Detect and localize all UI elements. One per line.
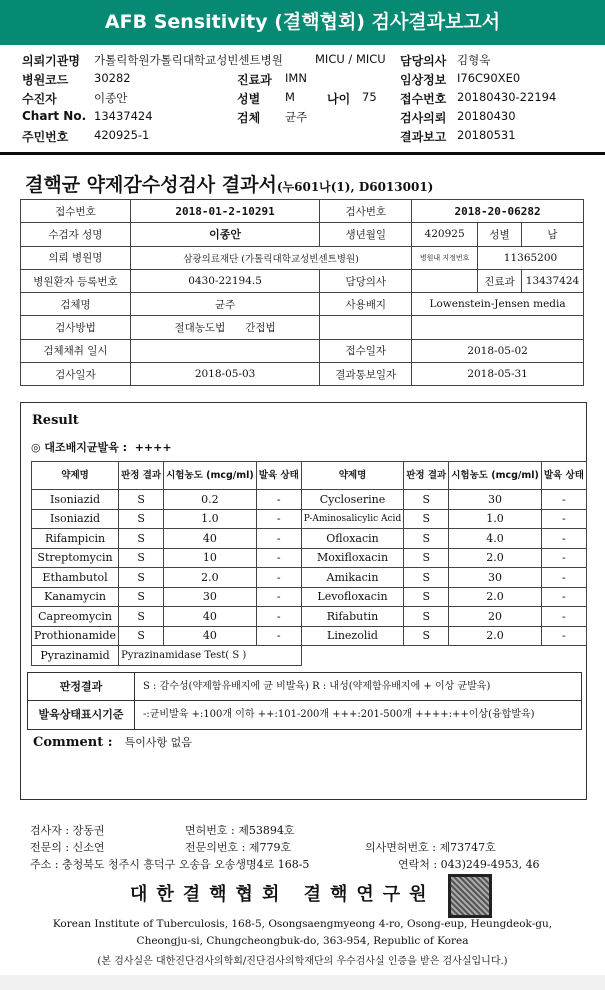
test-conc: 40 (164, 607, 257, 627)
test-conc: 10 (164, 548, 257, 568)
patient-info-table (20, 199, 584, 386)
table-row (32, 607, 587, 627)
col-conc: 시험농도 (mcg/ml) (449, 462, 542, 490)
info-label: 성별 (478, 223, 522, 246)
col-conc: 시험농도 (mcg/ml) (164, 462, 257, 490)
header-label: 나이 (327, 92, 351, 106)
drug-name: P-Aminosalicylic Acid (301, 509, 403, 529)
document-code: (누601나(1), D6013001) (276, 180, 434, 194)
header-value: 가톨릭학원가톨릭대학교성빈센트병원 (94, 53, 283, 67)
info-value: 남 (521, 223, 583, 246)
header-value: 13437424 (94, 109, 153, 123)
header-value: IMN (285, 71, 307, 85)
info-label: 사용배지 (320, 293, 412, 316)
info-value (130, 316, 319, 339)
info-value: 13437424 (521, 269, 583, 292)
drug-name: Rifabutin (301, 607, 403, 627)
info-label: 검사번호 (320, 200, 412, 223)
legend-judge-text: S : 감수성(약제함유배지에 균 비발육) R : 내성(약제함유배지에 + 이상 균발육) (143, 681, 491, 692)
info-value: 2018-05-03 (130, 363, 319, 386)
test-conc: 30 (449, 568, 542, 588)
drug-name: Capreomycin (32, 607, 119, 627)
judge-result: S (404, 568, 449, 588)
info-label: 병원내 지정번호 (412, 246, 478, 269)
test-conc: 2.0 (449, 587, 542, 607)
header-label: 담당의사 (400, 54, 447, 68)
result-title: Result (32, 413, 79, 428)
header-label: 주민번호 (22, 130, 69, 144)
official-seal-icon (448, 874, 492, 918)
info-label: 검사방법 (21, 316, 131, 339)
test-conc: 1.0 (164, 509, 257, 529)
test-conc: 4.0 (449, 529, 542, 549)
growth-status: - (256, 490, 301, 510)
table-empty (301, 646, 586, 666)
drug-name: Kanamycin (32, 587, 119, 607)
info-value: 2018-05-02 (412, 339, 584, 362)
judge-result: S (404, 490, 449, 510)
info-label: 담당의사 (320, 269, 412, 292)
document-title (25, 170, 433, 197)
header-value: 20180430 (457, 109, 516, 123)
judge-result: S (119, 548, 164, 568)
legend-box (27, 672, 582, 730)
comment (33, 734, 192, 750)
drug-table (31, 461, 587, 666)
header-value: 30282 (94, 71, 131, 85)
header-value: 이종안 (94, 91, 128, 105)
table-row (32, 568, 587, 588)
header-value: 75 (362, 90, 377, 104)
test-conc: 2.0 (449, 626, 542, 646)
test-conc: 2.0 (449, 548, 542, 568)
growth-status: - (541, 548, 586, 568)
info-value: 삼광의료재단 (가톨릭대학교성빈센트병원) (130, 246, 411, 269)
col-judge: 판정 결과 (119, 462, 164, 490)
info-empty (320, 316, 412, 339)
comment-text: 특이사항 없음 (124, 736, 192, 749)
control-growth-value: ++++ (134, 441, 172, 454)
growth-status: - (541, 626, 586, 646)
footer-contact: 연락처 : 043)249-4953, 46 (398, 858, 540, 871)
comment-label: Comment : (33, 735, 113, 750)
organization-name: 대한결핵협회 결핵연구원 (130, 884, 436, 905)
method-2: 간접법 (245, 322, 276, 335)
test-conc: 0.2 (164, 490, 257, 510)
judge-result: S (404, 548, 449, 568)
info-value: 이종안 (130, 223, 319, 246)
header-value: M (285, 90, 295, 104)
info-label: 검체명 (21, 293, 131, 316)
col-drug: 약제명 (301, 462, 403, 490)
footer (30, 822, 590, 873)
drug-name: Cycloserine (301, 490, 403, 510)
info-label: 진료과 (478, 269, 522, 292)
info-value (130, 339, 319, 362)
info-label: 접수번호 (21, 200, 131, 223)
pyrazinamidase-test: Pyrazinamidase Test( S ) (119, 646, 302, 666)
header-label: 수진자 (22, 92, 57, 106)
judge-result: S (404, 626, 449, 646)
info-label: 검사일자 (21, 363, 131, 386)
judge-result: S (119, 626, 164, 646)
header-label: 성별 (237, 92, 261, 106)
growth-status: - (256, 587, 301, 607)
col-judge: 판정 결과 (404, 462, 449, 490)
growth-status: - (541, 587, 586, 607)
test-conc: 40 (164, 626, 257, 646)
judge-result: S (119, 529, 164, 549)
footer-examiner: 검사자 : 장동권 (30, 824, 105, 837)
judge-result: S (119, 607, 164, 627)
judge-result: S (119, 587, 164, 607)
header-label: Chart No. (22, 109, 87, 123)
report-header (22, 52, 597, 147)
legend-judge-label: 판정결과 (28, 673, 135, 700)
control-growth (31, 439, 172, 455)
info-label: 접수일자 (320, 339, 412, 362)
drug-name: Isoniazid (32, 490, 119, 510)
col-growth: 발육 상태 (541, 462, 586, 490)
drug-name: Rifampicin (32, 529, 119, 549)
test-conc: 30 (449, 490, 542, 510)
header-label: 병원코드 (22, 73, 69, 87)
info-value: 2018-05-31 (412, 363, 584, 386)
certification-note: (본 검사실은 대한진단검사의학회/진단검사의학재단의 우수검사실 인증을 받은 검사실입니다.) (97, 956, 508, 967)
document-title-text: 결핵균 약제감수성검사 결과서 (25, 174, 277, 196)
drug-name: Linezolid (301, 626, 403, 646)
table-row (32, 626, 587, 646)
footer-license: 면허번호 : 제53894호 (185, 824, 295, 837)
test-conc: 20 (449, 607, 542, 627)
footer-doctor-license: 의사면허번호 : 제73747호 (365, 841, 496, 854)
growth-status: - (256, 548, 301, 568)
col-growth: 발육 상태 (256, 462, 301, 490)
footer-specialist: 전문의 : 신소연 (30, 841, 105, 854)
test-conc: 30 (164, 587, 257, 607)
header-value: 420925-1 (94, 128, 150, 142)
header-label: 진료과 (237, 73, 272, 87)
info-value: Lowenstein-Jensen media (412, 293, 584, 316)
growth-status: - (256, 568, 301, 588)
footer-specialist-no: 전문의번호 : 제779호 (185, 841, 292, 854)
info-label: 검체채취 일시 (21, 339, 131, 362)
header-value: 균주 (285, 110, 308, 124)
judge-result: S (119, 568, 164, 588)
judge-result: S (404, 529, 449, 549)
drug-name: Ofloxacin (301, 529, 403, 549)
growth-status: - (541, 490, 586, 510)
info-value: 균주 (130, 293, 319, 316)
table-row (32, 529, 587, 549)
growth-status: - (256, 607, 301, 627)
organization-address-en-1: Korean Institute of Tuberculosis, 168-5, Osongsaengmyeong 4-ro, Osong-eup, Heungdeok-gu, (52, 918, 553, 930)
method-1: 절대농도법 (174, 322, 226, 335)
growth-status: - (256, 509, 301, 529)
header-label: 결과보고 (400, 130, 447, 144)
header-label: 임상정보 (400, 73, 447, 87)
header-value: 20180531 (457, 128, 516, 142)
table-row (32, 587, 587, 607)
drug-name: Amikacin (301, 568, 403, 588)
judge-result: S (119, 490, 164, 510)
drug-name: Ethambutol (32, 568, 119, 588)
drug-name: Streptomycin (32, 548, 119, 568)
judge-result: S (404, 587, 449, 607)
growth-status: - (256, 626, 301, 646)
info-empty (412, 316, 584, 339)
drug-name: Pyrazinamid (32, 646, 119, 666)
table-row (32, 548, 587, 568)
info-label: 수검자 성명 (21, 223, 131, 246)
header-value: 김형욱 (457, 53, 491, 67)
legend-growth-label: 발육상태표시기준 (28, 701, 135, 729)
legend-growth-text: -:균비발육 +:100개 이하 ++:101-200개 +++:201-500개 ++++:++이상(융합발육) (143, 709, 535, 720)
test-conc: 2.0 (164, 568, 257, 588)
judge-result: S (119, 509, 164, 529)
header-label: 접수번호 (400, 92, 447, 106)
report-banner: AFB Sensitivity (결핵협회) 검사결과보고서 (0, 0, 605, 45)
info-value (412, 269, 478, 292)
growth-status: - (541, 509, 586, 529)
info-value: 2018-20-06282 (412, 200, 584, 223)
info-label: 생년월일 (320, 223, 412, 246)
drug-name: Isoniazid (32, 509, 119, 529)
test-conc: 1.0 (449, 509, 542, 529)
info-label: 병원환자 등록번호 (21, 269, 131, 292)
drug-name: Levofloxacin (301, 587, 403, 607)
header-value: 20180430-22194 (457, 90, 557, 104)
test-conc: 40 (164, 529, 257, 549)
info-value: 2018-01-2-10291 (130, 200, 319, 223)
header-label: 의뢰기관명 (22, 54, 80, 68)
growth-status: - (256, 529, 301, 549)
header-divider (0, 152, 605, 155)
growth-status: - (541, 568, 586, 588)
info-label: 의뢰 병원명 (21, 246, 131, 269)
header-value: MICU / MICU (315, 52, 386, 66)
info-value: 0430-22194.5 (130, 269, 319, 292)
growth-status: - (541, 529, 586, 549)
col-drug: 약제명 (32, 462, 119, 490)
info-value: 420925 (412, 223, 478, 246)
page-bottom-strip (0, 975, 605, 990)
drug-name: Prothionamide (32, 626, 119, 646)
header-label: 검체 (237, 111, 261, 125)
info-label: 결과통보일자 (320, 363, 412, 386)
organization-address-en-2: Cheongju-si, Chungcheongbuk-do, 363-954, Republic of Korea (136, 935, 469, 947)
drug-name: Moxifloxacin (301, 548, 403, 568)
table-row (32, 646, 587, 666)
table-row (32, 490, 587, 510)
table-row (32, 509, 587, 529)
judge-result: S (404, 509, 449, 529)
info-value: 11365200 (478, 246, 584, 269)
header-label: 검사의뢰 (400, 111, 447, 125)
judge-result: S (404, 607, 449, 627)
growth-status: - (541, 607, 586, 627)
control-growth-label: ◎ 대조배지균발육 : (31, 441, 128, 454)
header-value: I76C90XE0 (457, 71, 521, 85)
footer-address: 주소 : 충청북도 청주시 흥덕구 오송읍 오송생명4로 168-5 (30, 858, 310, 871)
